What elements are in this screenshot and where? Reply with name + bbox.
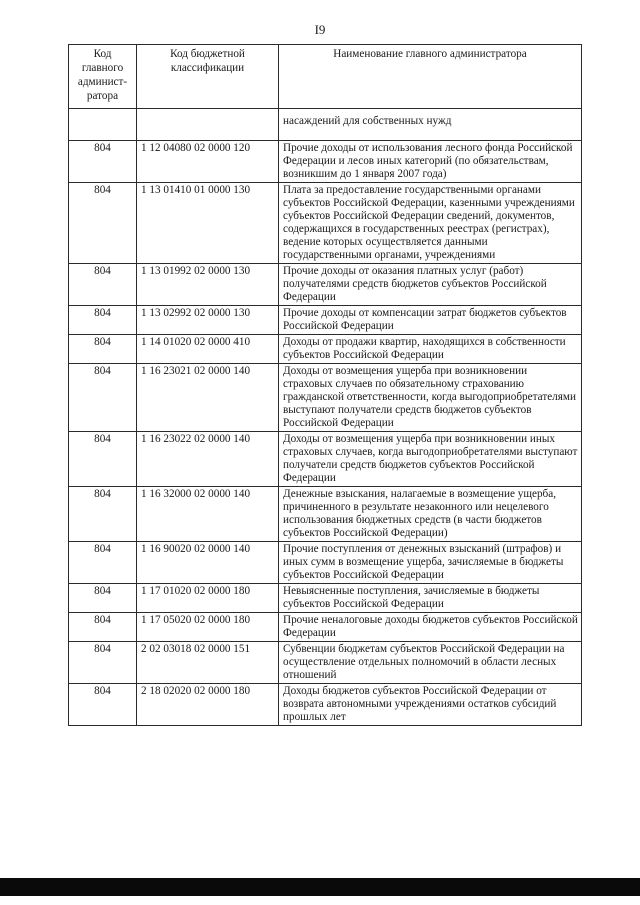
admin-name-cell: Денежные взыскания, налагаемые в возмещение ущерба, причиненного в результате незаконного или нецелевого использования бюджетных средств (в части бюджетов субъектов Российской Федерации) [279, 487, 582, 542]
budget-code-cell: 1 16 23021 02 0000 140 [137, 364, 279, 432]
table-row [69, 432, 582, 487]
budget-code-cell: 1 13 02992 02 0000 130 [137, 306, 279, 335]
budget-code-cell: 1 16 32000 02 0000 140 [137, 487, 279, 542]
budget-classification-table [68, 44, 582, 726]
admin-name-cell: Доходы бюджетов субъектов Российской Федерации от возврата автономными учреждениями остатков субсидий прошлых лет [279, 684, 582, 726]
admin-code-cell: 804 [69, 613, 137, 642]
table-row [69, 141, 582, 183]
admin-code-cell: 804 [69, 642, 137, 684]
page-number: I9 [314, 22, 326, 37]
admin-code-cell: 804 [69, 542, 137, 584]
budget-code-cell: 1 17 05020 02 0000 180 [137, 613, 279, 642]
admin-name-cell: Субвенции бюджетам субъектов Российской Федерации на осуществление отдельных полномочий в области лесных отношений [279, 642, 582, 684]
admin-code-cell: 804 [69, 684, 137, 726]
admin-code-cell: 804 [69, 306, 137, 335]
table-row [69, 613, 582, 642]
admin-code-cell: 804 [69, 335, 137, 364]
table-row [69, 306, 582, 335]
admin-name-cell: Прочие доходы от использования лесного фонда Российской Федерации и лесов иных категорий (по обязательствам, возникшим до 1 января 2007 года) [279, 141, 582, 183]
admin-name-cell: Доходы от возмещения ущерба при возникновении страховых случаев по обязательному страхованию гражданской ответственности, когда выгодоприобретателями выступают получатели средств бюджетов субъектов Российской Федерации [279, 364, 582, 432]
admin-name-cell: Прочие поступления от денежных взысканий (штрафов) и иных сумм в возмещение ущерба, зачисляемые в бюджеты субъектов Российской Федерации [279, 542, 582, 584]
admin-code-cell: 804 [69, 264, 137, 306]
admin-code-cell: 804 [69, 141, 137, 183]
table-row [69, 335, 582, 364]
header-admin-code: Код главного админист-ратора [69, 45, 137, 109]
admin-code-cell [69, 109, 137, 141]
scan-border-bar [0, 878, 640, 896]
table-row [69, 684, 582, 726]
admin-code-cell: 804 [69, 183, 137, 264]
table-row [69, 364, 582, 432]
admin-name-cell: Прочие доходы от оказания платных услуг (работ) получателями средств бюджетов субъектов Российской Федерации [279, 264, 582, 306]
budget-code-cell: 2 18 02020 02 0000 180 [137, 684, 279, 726]
continuation-row [69, 109, 582, 141]
table-row [69, 487, 582, 542]
budget-code-cell: 1 12 04080 02 0000 120 [137, 141, 279, 183]
admin-name-cell: Прочие неналоговые доходы бюджетов субъектов Российской Федерации [279, 613, 582, 642]
budget-code-cell [137, 109, 279, 141]
table-row [69, 584, 582, 613]
budget-code-cell: 1 13 01410 01 0000 130 [137, 183, 279, 264]
header-admin-name: Наименование главного администратора [279, 45, 582, 109]
budget-code-cell: 1 16 90020 02 0000 140 [137, 542, 279, 584]
budget-code-cell: 1 13 01992 02 0000 130 [137, 264, 279, 306]
table-row [69, 264, 582, 306]
admin-code-cell: 804 [69, 432, 137, 487]
header-budget-code: Код бюджетной классификации [137, 45, 279, 109]
budget-code-cell: 1 17 01020 02 0000 180 [137, 584, 279, 613]
admin-name-cell: Доходы от продажи квартир, находящихся в собственности субъектов Российской Федерации [279, 335, 582, 364]
admin-name-cell: Доходы от возмещения ущерба при возникновении иных страховых случаев, когда выгодоприобретателями выступают получатели средств бюджетов субъектов Российской Федерации [279, 432, 582, 487]
admin-code-cell: 804 [69, 364, 137, 432]
admin-name-cell: насаждений для собственных нужд [279, 109, 582, 141]
admin-name-cell: Плата за предоставление государственными органами субъектов Российской Федерации, казенными учреждениями субъектов Российской Федерации сведений, документов, содержащихся в государственных реестрах (регистрах), ведение которых осуществляется данными государственными органами, учреждениями [279, 183, 582, 264]
budget-code-cell: 1 14 01020 02 0000 410 [137, 335, 279, 364]
table-row [69, 542, 582, 584]
table-row [69, 183, 582, 264]
table-header-row [69, 45, 582, 109]
budget-code-cell: 2 02 03018 02 0000 151 [137, 642, 279, 684]
table-row [69, 642, 582, 684]
budget-code-cell: 1 16 23022 02 0000 140 [137, 432, 279, 487]
admin-code-cell: 804 [69, 487, 137, 542]
admin-name-cell: Прочие доходы от компенсации затрат бюджетов субъектов Российской Федерации [279, 306, 582, 335]
admin-code-cell: 804 [69, 584, 137, 613]
admin-name-cell: Невыясненные поступления, зачисляемые в бюджеты субъектов Российской Федерации [279, 584, 582, 613]
